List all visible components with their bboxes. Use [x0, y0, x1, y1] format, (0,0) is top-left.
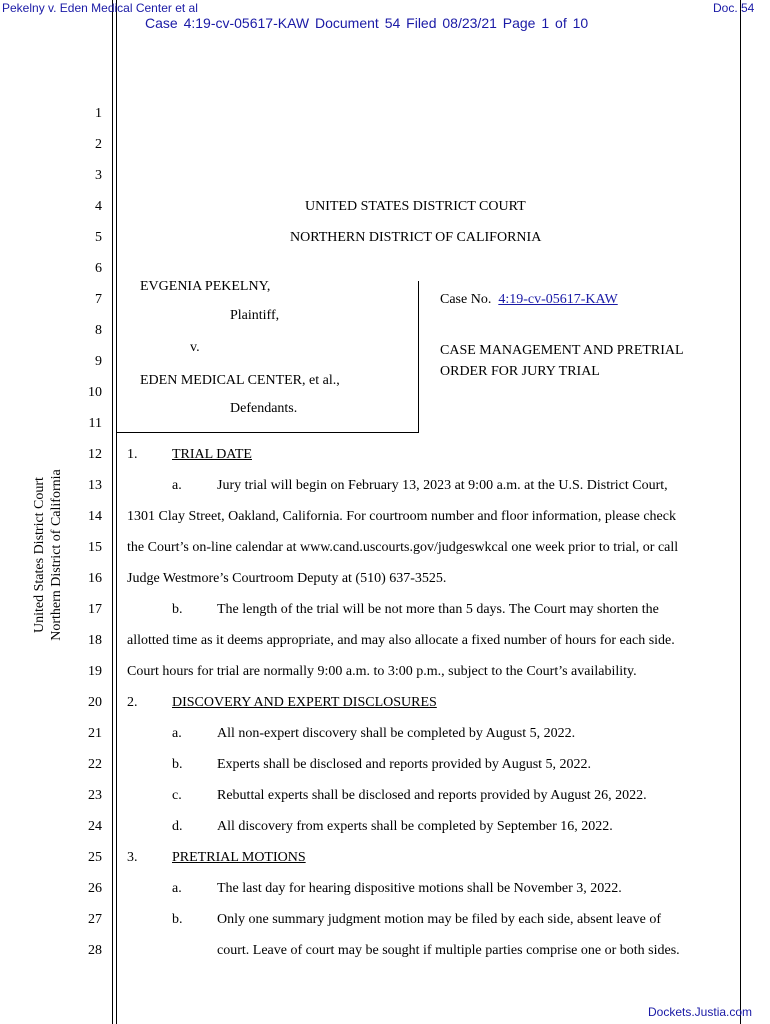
body-text: the Court’s on-line calendar at www.cand.uscourts.gov/judgeswkcal one week prior to trial, or call — [127, 540, 679, 555]
defendant-role: Defendants. — [230, 401, 298, 416]
section-number: 1. — [127, 447, 138, 462]
line-number: 28 — [88, 943, 102, 958]
line-number: 26 — [88, 881, 102, 896]
caption-divider — [418, 281, 419, 432]
body-text: Judge Westmore’s Courtroom Deputy at (510) 637-3525. — [127, 571, 447, 586]
body-text: 1301 Clay Street, Oakland, California. For courtroom number and floor information, please check — [127, 509, 676, 524]
body-text: allotted time as it deems appropriate, and may also allocate a fixed number of hours for each side. — [127, 633, 675, 648]
body-text: Court hours for trial are normally 9:00 a.m. to 3:00 p.m., subject to the Court’s availability. — [127, 664, 637, 679]
item-letter: a. — [172, 726, 182, 741]
order-title-line-1: CASE MANAGEMENT AND PRETRIAL — [440, 343, 684, 358]
line-number: 12 — [88, 447, 102, 462]
margin-rule-right — [740, 0, 741, 1024]
line-number: 21 — [88, 726, 102, 741]
margin-rule-left-1 — [112, 0, 113, 1024]
line-number: 4 — [95, 199, 102, 214]
line-number: 1 — [95, 106, 102, 121]
caption-bottom-rule — [117, 432, 419, 433]
line-number: 9 — [95, 354, 102, 369]
body-text: Rebuttal experts shall be disclosed and reports provided by August 26, 2022. — [217, 788, 647, 803]
section-heading: DISCOVERY AND EXPERT DISCLOSURES — [172, 695, 437, 710]
item-letter: c. — [172, 788, 182, 803]
line-number: 17 — [88, 602, 102, 617]
line-number: 24 — [88, 819, 102, 834]
line-number: 23 — [88, 788, 102, 803]
item-letter: b. — [172, 912, 183, 927]
item-letter: a. — [172, 881, 182, 896]
plaintiff-role: Plaintiff, — [230, 308, 280, 323]
line-number: 25 — [88, 850, 102, 865]
line-number: 13 — [88, 478, 102, 493]
line-number: 19 — [88, 664, 102, 679]
body-text: The last day for hearing dispositive motions shall be November 3, 2022. — [217, 881, 622, 896]
court-sidebar — [28, 455, 68, 655]
line-number: 27 — [88, 912, 102, 927]
doc-ref-link[interactable]: Doc. 54 — [713, 1, 755, 15]
body-text: All discovery from experts shall be completed by September 16, 2022. — [217, 819, 613, 834]
line-number: 18 — [88, 633, 102, 648]
item-letter: b. — [172, 757, 183, 772]
item-letter: a. — [172, 478, 182, 493]
line-number: 2 — [95, 137, 102, 152]
defendant-name: EDEN MEDICAL CENTER, et al., — [140, 373, 340, 388]
line-number: 10 — [88, 385, 102, 400]
section-number: 3. — [127, 850, 138, 865]
section-heading: PRETRIAL MOTIONS — [172, 850, 306, 865]
margin-rule-left-2 — [116, 0, 117, 1024]
body-text: All non-expert discovery shall be completed by August 5, 2022. — [217, 726, 576, 741]
sidebar-line-1: United States District Court — [32, 477, 47, 633]
case-title-link[interactable]: Pekelny v. Eden Medical Center et al — [2, 1, 198, 15]
line-number: 6 — [95, 261, 102, 276]
plaintiff-name: EVGENIA PEKELNY, — [140, 279, 271, 294]
item-letter: b. — [172, 602, 183, 617]
item-letter: d. — [172, 819, 183, 834]
section-number: 2. — [127, 695, 138, 710]
body-text: court. Leave of court may be sought if multiple parties comprise one or both sides. — [217, 943, 680, 958]
versus: v. — [190, 340, 200, 355]
body-text: Jury trial will begin on February 13, 2023 at 9:00 a.m. at the U.S. District Court, — [217, 478, 668, 493]
order-title-line-2: ORDER FOR JURY TRIAL — [440, 364, 600, 379]
case-number-label: Case No. — [440, 292, 492, 307]
line-number: 5 — [95, 230, 102, 245]
court-district: NORTHERN DISTRICT OF CALIFORNIA — [290, 230, 542, 245]
case-number — [440, 292, 618, 308]
line-number: 20 — [88, 695, 102, 710]
body-text: The length of the trial will be not more than 5 days. The Court may shorten the — [217, 602, 659, 617]
docket-header: Case 4:19-cv-05617-KAW Document 54 Filed 08/23/21 Page 1 of 10 — [145, 15, 589, 31]
body-text: Experts shall be disclosed and reports provided by August 5, 2022. — [217, 757, 592, 772]
line-number: 15 — [88, 540, 102, 555]
line-number: 3 — [95, 168, 102, 183]
dockets-justia-link[interactable]: Dockets.Justia.com — [648, 1005, 753, 1019]
case-number-link[interactable]: 4:19-cv-05617-KAW — [498, 292, 618, 307]
sidebar-line-2: Northern District of California — [49, 469, 64, 641]
line-number: 16 — [88, 571, 102, 586]
line-number: 22 — [88, 757, 102, 772]
line-number: 11 — [88, 416, 102, 431]
line-number: 8 — [95, 323, 102, 338]
line-number: 7 — [95, 292, 102, 307]
body-text: Only one summary judgment motion may be filed by each side, absent leave of — [217, 912, 661, 927]
line-number: 14 — [88, 509, 102, 524]
court-name: UNITED STATES DISTRICT COURT — [305, 199, 526, 214]
section-heading: TRIAL DATE — [172, 447, 252, 462]
